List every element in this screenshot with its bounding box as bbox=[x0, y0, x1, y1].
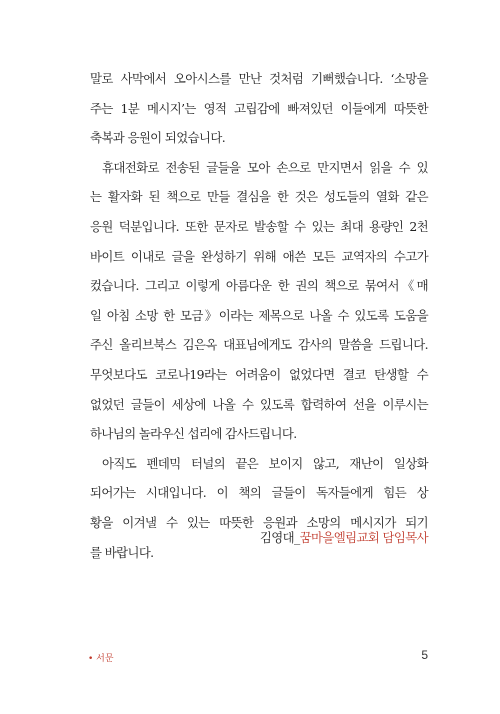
page-number: 5 bbox=[421, 648, 428, 662]
text-line: 일 아침 소망 한 모금》이라는 제목으로 나올 수 있도록 도움을 bbox=[90, 307, 428, 323]
text-line: 축복과 응원이 되었습니다. bbox=[90, 130, 226, 146]
text-line: 되어가는 시대입니다. 이 책의 글들이 독자들에게 힘든 상 bbox=[90, 485, 428, 501]
text-line: 주는 1분 메시지’는 영적 고립감에 빠져있던 이들에게 따뜻한 bbox=[90, 100, 428, 116]
text-line: 말로 사막에서 오아시스를 만난 것처럼 기뻐했습니다. ‘소망을 bbox=[90, 71, 428, 86]
text-line: 휴대전화로 전송된 글들을 모아 손으로 만지면서 읽을 수 있 bbox=[102, 159, 428, 175]
author-role: 꿈마을엘림교회 담임목사 bbox=[299, 530, 428, 545]
text-line: 바이트 이내로 글을 완성하기 위해 애쓴 모든 교역자의 수고가 bbox=[90, 248, 428, 264]
author-name: 김영대_ bbox=[259, 530, 300, 545]
preface-body bbox=[90, 64, 428, 567]
text-line: 아직도 펜데믹 터널의 끝은 보이지 않고, 재난이 일상화 bbox=[102, 455, 428, 471]
text-line: 무엇보다도 코로나19라는 어려움이 없었다면 결코 탄생할 수 bbox=[90, 366, 428, 382]
text-line: 는 활자화 된 책으로 만들 결심을 한 것은 성도들의 열화 같은 bbox=[90, 189, 428, 205]
text-line: 응원 덕분입니다. 또한 문자로 발송할 수 있는 최대 용량인 2천 bbox=[90, 218, 428, 234]
text-line: 하나님의 놀라우신 섭리에 감사드립니다. bbox=[90, 426, 297, 442]
text-line: 없었던 글들이 세상에 나올 수 있도록 합력하여 선을 이루시는 bbox=[90, 396, 428, 412]
text-line: 를 바랍니다. bbox=[90, 544, 154, 560]
section-label: • 서문 bbox=[88, 654, 114, 664]
text-line: 황을 이겨낼 수 있는 따뜻한 응원과 소망의 메시지가 되기 bbox=[90, 514, 428, 530]
text-line: 컸습니다. 그리고 이렇게 아름다운 한 권의 책으로 묶여서《매 bbox=[90, 278, 428, 294]
text-line: 주신 올리브북스 김은옥 대표님에게도 감사의 말씀을 드립니다. bbox=[90, 337, 428, 353]
author-signature bbox=[260, 528, 428, 546]
